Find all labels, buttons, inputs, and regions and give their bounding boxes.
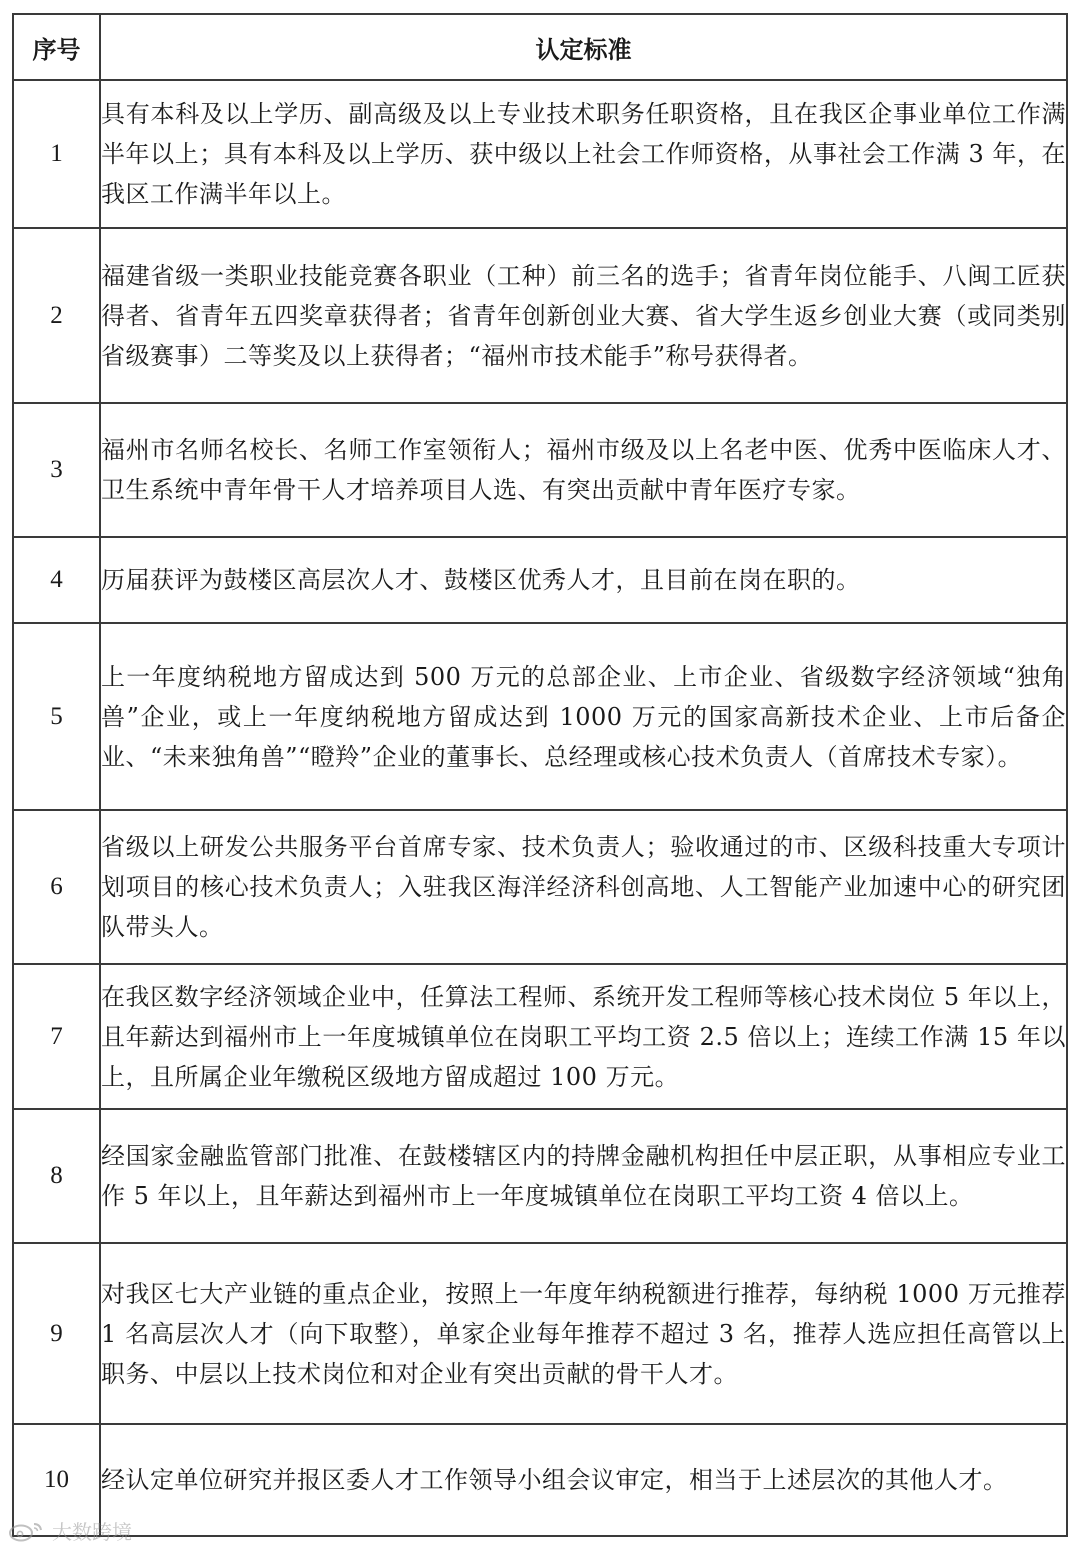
row-criteria: 经国家金融监管部门批准、在鼓楼辖区内的持牌金融机构担任中层正职，从事相应专业工作 5 年以上，且年薪达到福州市上一年度城镇单位在岗职工平均工资 4 倍以上。 bbox=[100, 1109, 1067, 1243]
table-row bbox=[13, 1243, 1067, 1424]
watermark-text: 大数跨境 bbox=[52, 1520, 132, 1544]
table-header-row bbox=[13, 14, 1067, 80]
table-row bbox=[13, 964, 1067, 1109]
row-criteria: 历届获评为鼓楼区高层次人才、鼓楼区优秀人才，且目前在岗在职的。 bbox=[100, 537, 1067, 623]
row-number: 7 bbox=[13, 964, 100, 1109]
table-row bbox=[13, 537, 1067, 623]
table-row bbox=[13, 1109, 1067, 1243]
row-criteria: 上一年度纳税地方留成达到 500 万元的总部企业、上市企业、省级数字经济领域“独角兽”企业，或上一年度纳税地方留成达到 1000 万元的国家高新技术企业、上市后备企业、“未来独角兽”“瞪羚”企业的董事长、总经理或核心技术负责人（首席技术专家）。 bbox=[100, 623, 1067, 810]
row-number: 1 bbox=[13, 80, 100, 228]
row-number: 10 bbox=[13, 1424, 100, 1536]
row-criteria: 福建省级一类职业技能竞赛各职业（工种）前三名的选手；省青年岗位能手、八闽工匠获得者、省青年五四奖章获得者；省青年创新创业大赛、省大学生返乡创业大赛（或同类别省级赛事）二等奖及以上获得者；“福州市技术能手”称号获得者。 bbox=[100, 228, 1067, 403]
weibo-logo-icon bbox=[8, 1520, 46, 1542]
row-criteria: 对我区七大产业链的重点企业，按照上一年度年纳税额进行推荐，每纳税 1000 万元推荐 1 名高层次人才（向下取整），单家企业每年推荐不超过 3 名，推荐人选应担任高管以上职务、中层以上技术岗位和对企业有突出贡献的骨干人才。 bbox=[100, 1243, 1067, 1424]
row-number: 5 bbox=[13, 623, 100, 810]
row-number: 9 bbox=[13, 1243, 100, 1424]
row-number: 3 bbox=[13, 403, 100, 537]
row-criteria: 在我区数字经济领域企业中，任算法工程师、系统开发工程师等核心技术岗位 5 年以上，且年薪达到福州市上一年度城镇单位在岗职工平均工资 2.5 倍以上；连续工作满 15 年以上，且所属企业年缴税区级地方留成超过 100 万元。 bbox=[100, 964, 1067, 1109]
row-criteria: 具有本科及以上学历、副高级及以上专业技术职务任职资格，且在我区企事业单位工作满半年以上；具有本科及以上学历、获中级以上社会工作师资格，从事社会工作满 3 年，在我区工作满半年以上。 bbox=[100, 80, 1067, 228]
row-number: 4 bbox=[13, 537, 100, 623]
row-number: 2 bbox=[13, 228, 100, 403]
table-row bbox=[13, 80, 1067, 228]
row-criteria: 经认定单位研究并报区委人才工作领导小组会议审定，相当于上述层次的其他人才。 bbox=[100, 1424, 1067, 1536]
table-row bbox=[13, 810, 1067, 964]
row-number: 8 bbox=[13, 1109, 100, 1243]
header-criteria: 认定标准 bbox=[100, 14, 1067, 80]
row-criteria: 省级以上研发公共服务平台首席专家、技术负责人；验收通过的市、区级科技重大专项计划项目的核心技术负责人；入驻我区海洋经济科创高地、人工智能产业加速中心的研究团队带头人。 bbox=[100, 810, 1067, 964]
header-number: 序号 bbox=[13, 14, 100, 80]
table-row bbox=[13, 403, 1067, 537]
watermark bbox=[8, 1516, 132, 1545]
row-criteria: 福州市名师名校长、名师工作室领衔人；福州市级及以上名老中医、优秀中医临床人才、卫生系统中青年骨干人才培养项目人选、有突出贡献中青年医疗专家。 bbox=[100, 403, 1067, 537]
criteria-table bbox=[12, 13, 1068, 1537]
table-row bbox=[13, 623, 1067, 810]
table-row bbox=[13, 1424, 1067, 1536]
table-row bbox=[13, 228, 1067, 403]
row-number: 6 bbox=[13, 810, 100, 964]
